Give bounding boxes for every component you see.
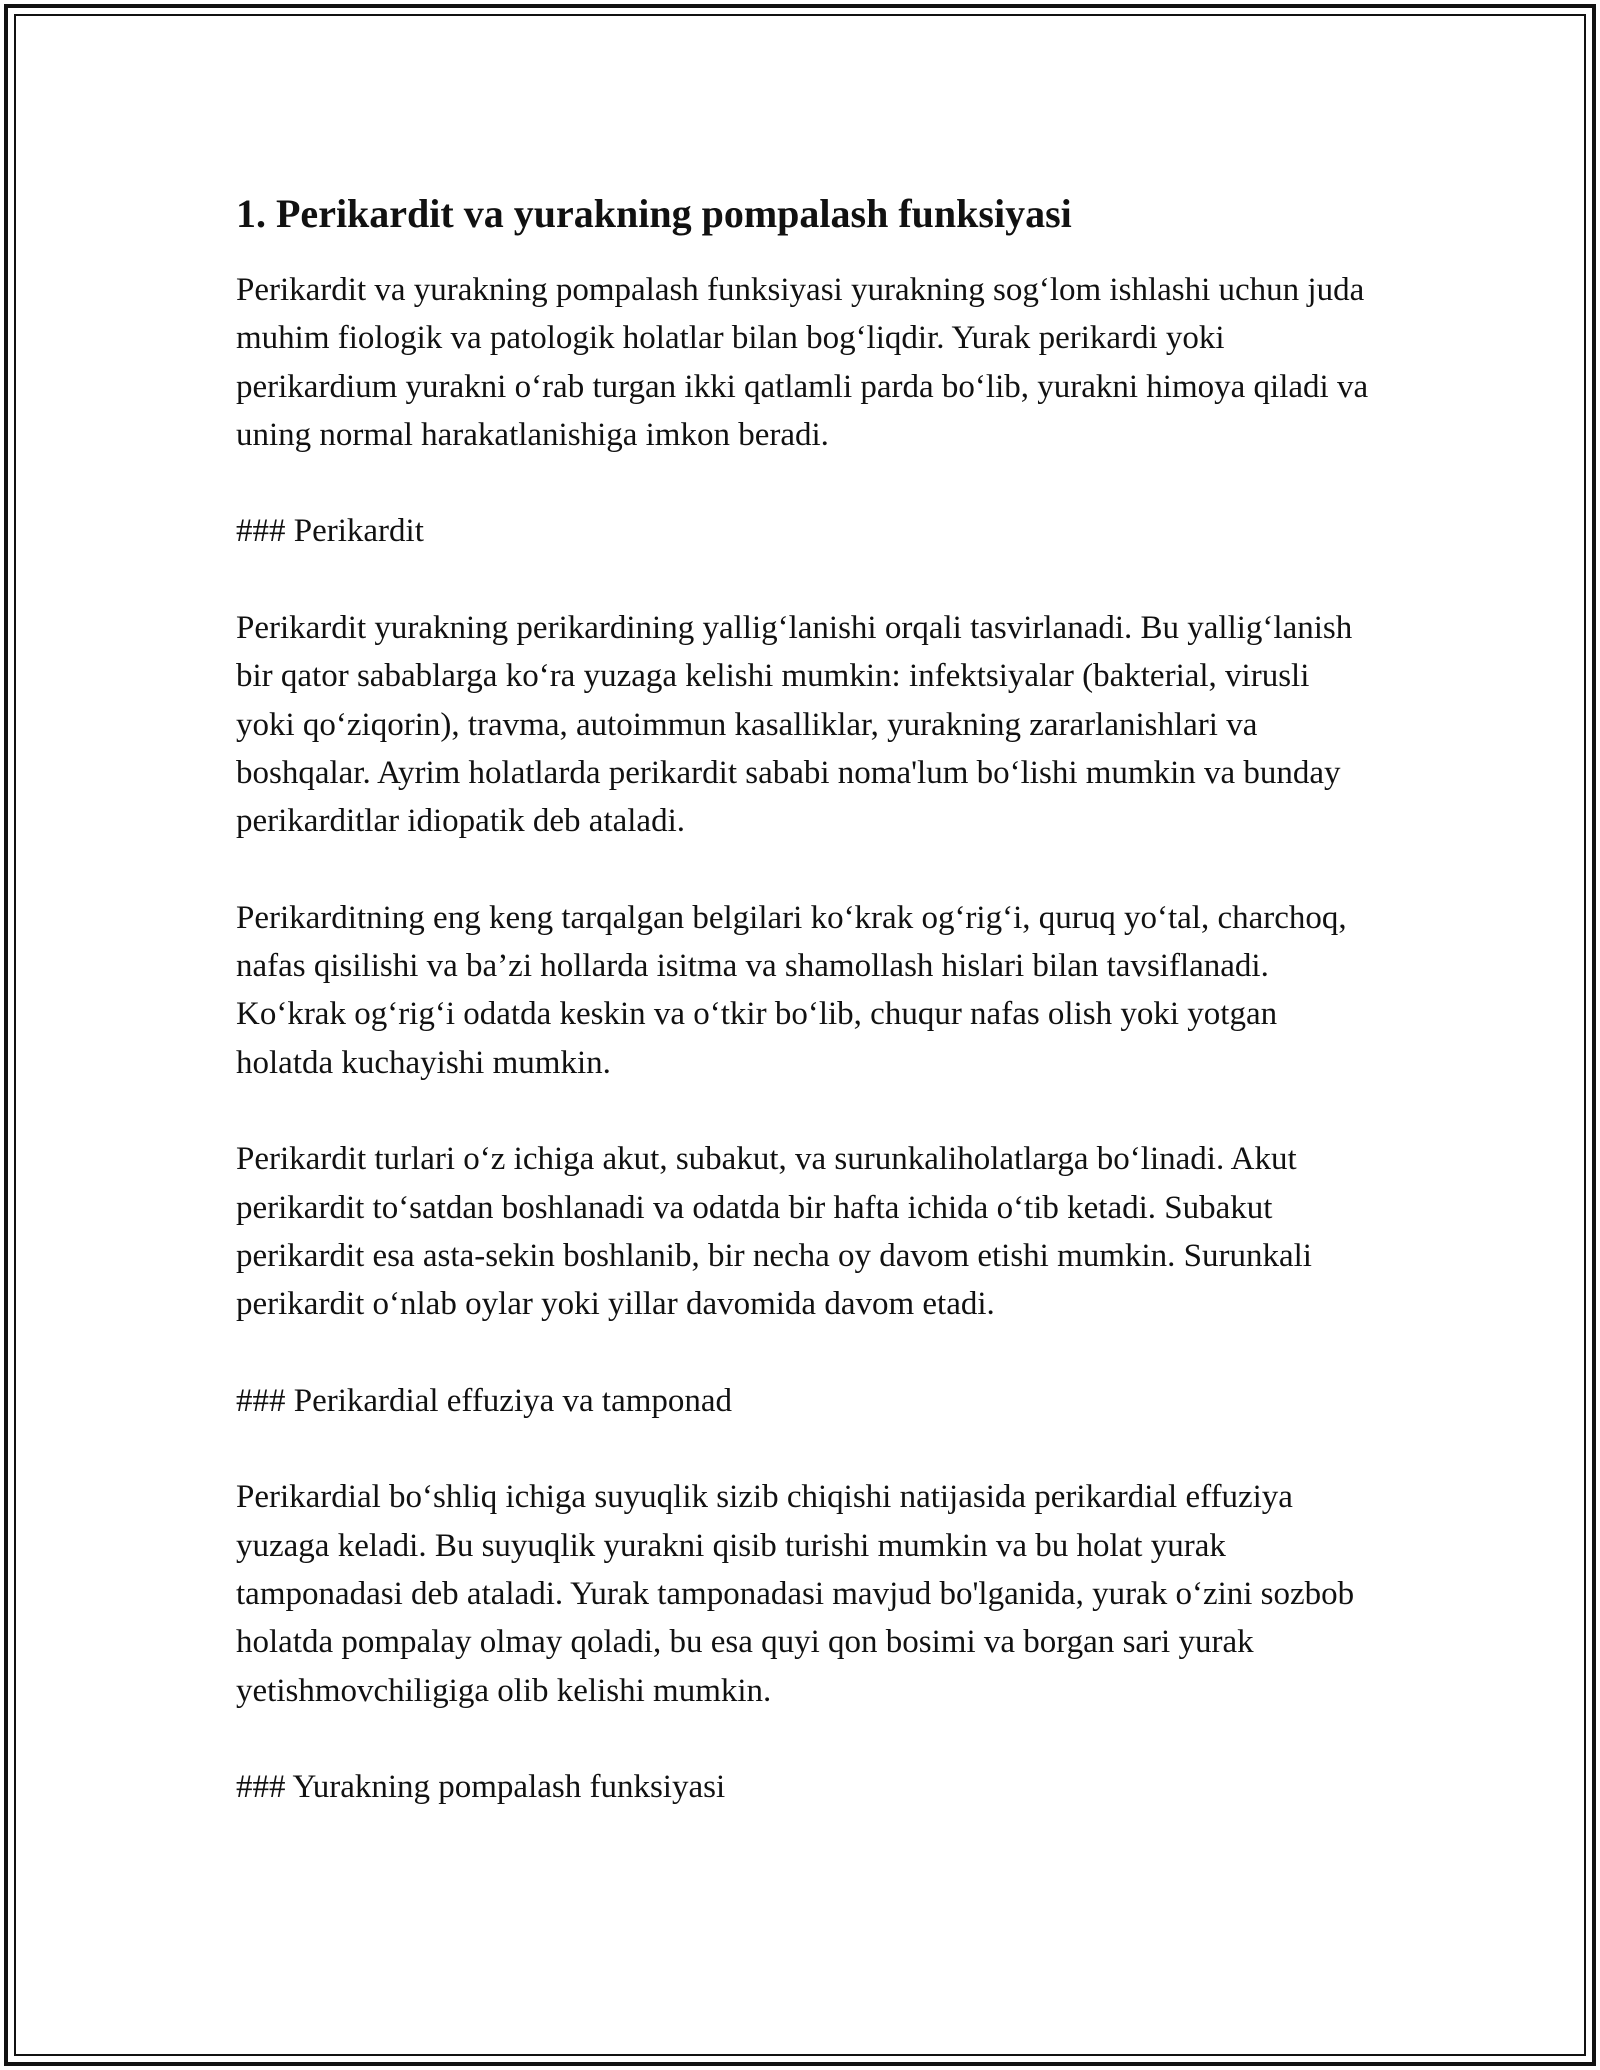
document-body: [236, 190, 1376, 1860]
paragraph-effuziya: Perikardial bo‘shliq ichiga suyuqlik sizib chiqishi natijasida perikardial effuziya yuzaga keladi. Bu suyuqlik yurakni qisib turishi mumkin va bu holat yurak tamponadasi deb ataladi. Yurak tamponadasi mavjud bo'lganida, yurak o‘zini sozbob holatda pompalay olmay qoladi, bu esa quyi qon bosimi va borgan sari yurak yetishmovchiligiga olib kelishi mumkin.: [236, 1479, 1355, 1709]
paragraph-perikardit-symptoms: Perikarditning eng keng tarqalgan belgilari ko‘krak og‘rig‘i, quruq yo‘tal, charchoq, nafas qisilishi va ba’zi hollarda isitma va shamollash hislari bilan tavsiflanadi. Ko‘krak og‘rig‘i odatda keskin va o‘tkir bo‘lib, chuqur nafas olish yoki yotgan holatda kuchayishi mumkin.: [236, 899, 1347, 1081]
paragraph-perikardit-types: Perikardit turlari o‘z ichiga akut, subakut, va surunkaliholatlarga bo‘linadi. Akut perikardit to‘satdan boshlanadi va odatda bir hafta ichida o‘tib ketadi. Subakut perikardit esa asta-sekin boshlanib, bir necha oy davom etishi mumkin. Surunkali perikardit o‘nlab oylar yoki yillar davomida davom etadi.: [236, 1141, 1312, 1323]
subheading-pompalash-funksiyasi: ### Yurakning pompalash funksiyasi: [236, 1769, 726, 1806]
subheading-perikardit: ### Perikardit: [236, 513, 424, 550]
paragraph-intro: Perikardit va yurakning pompalash funksiyasi yurakning sog‘lom ishlashi uchun juda muhim fiologik va patologik holatlar bilan bog‘liqdir. Yurak perikardi yoki perikardium yurakni o‘rab turgan ikki qatlamli parda bo‘lib, yurakni himoya qiladi va uning normal harakatlanishiga imkon beradi.: [236, 272, 1369, 453]
paragraph-perikardit-causes: Perikardit yurakning perikardining yallig‘lanishi orqali tasvirlanadi. Bu yallig‘lanish bir qator sabablarga ko‘ra yuzaga kelishi mumkin: infektsiyalar (bakterial, virusli yoki qo‘ziqorin), travma, autoimmun kasalliklar, yurakning zararlanishlari va boshqalar. Ayrim holatlarda perikardit sababi noma'lum bo‘lishi mumkin va bunday perikarditlar idiopatik deb ataladi.: [236, 610, 1353, 840]
subheading-effuziya-tamponad: ### Perikardial effuziya va tamponad: [236, 1382, 733, 1419]
document-title: 1. Perikardit va yurakning pompalash funksiyasi: [236, 191, 1072, 236]
